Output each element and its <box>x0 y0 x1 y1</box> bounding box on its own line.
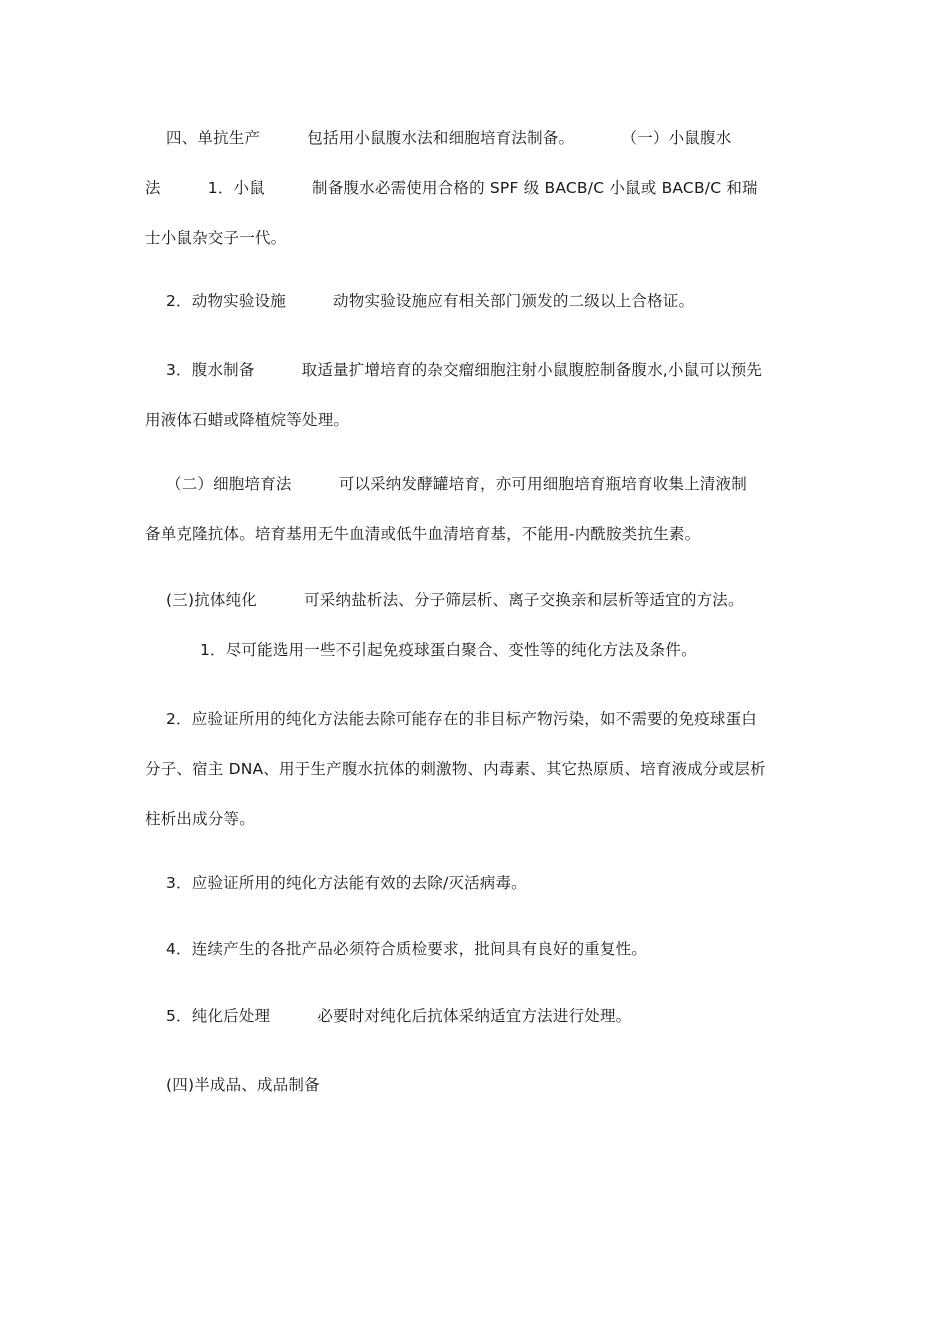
text-line-9: (三)抗体纯化 可采纳盐析法、分子筛层析、离子交换亲和层析等适宜的方法。 <box>166 591 744 609</box>
text-line-15: 4．连续产生的各批产品必须符合质检要求，批间具有良好的重复性。 <box>166 940 648 958</box>
text-line-13: 柱析出成分等。 <box>145 810 255 828</box>
text-line-7: （二）细胞培育法 可以采纳发酵罐培育，亦可用细胞培育瓶培育收集上清液制 <box>166 475 747 493</box>
text-line-5: 3．腹水制备 取适量扩增培育的杂交瘤细胞注射小鼠腹腔制备腹水,小鼠可以预先 <box>166 361 763 379</box>
text-line-16: 5．纯化后处理 必要时对纯化后抗体采纳适宜方法进行处理。 <box>166 1007 632 1025</box>
text-line-8: 备单克隆抗体。培育基用无牛血清或低牛血清培育基，不能用-内酰胺类抗生素。 <box>145 525 701 543</box>
text-line-14: 3．应验证所用的纯化方法能有效的去除/灭活病毒。 <box>166 874 527 892</box>
text-line-17: (四)半成品、成品制备 <box>166 1076 320 1094</box>
text-line-4: 2．动物实验设施 动物实验设施应有相关部门颁发的二级以上合格证。 <box>166 292 695 310</box>
text-line-2: 法 1．小鼠 制备腹水必需使用合格的 SPF 级 BACB/C 小鼠或 BACB/C 和瑞 <box>145 179 758 197</box>
text-line-6: 用液体石蜡或降植烷等处理。 <box>145 411 350 429</box>
text-line-1: 四、单抗生产 包括用小鼠腹水法和细胞培育法制备。 （一）小鼠腹水 <box>166 129 732 147</box>
text-line-3: 士小鼠杂交子一代。 <box>145 229 287 247</box>
text-line-10: 1．尽可能选用一些不引起免疫球蛋白聚合、变性等的纯化方法及条件。 <box>200 641 697 659</box>
text-line-11: 2．应验证所用的纯化方法能去除可能存在的非目标产物污染，如不需要的免疫球蛋白 <box>166 710 757 728</box>
text-line-12: 分子、宿主 DNA、用于生产腹水抗体的刺激物、内毒素、其它热原质、培育液成分或层析 <box>145 760 766 778</box>
